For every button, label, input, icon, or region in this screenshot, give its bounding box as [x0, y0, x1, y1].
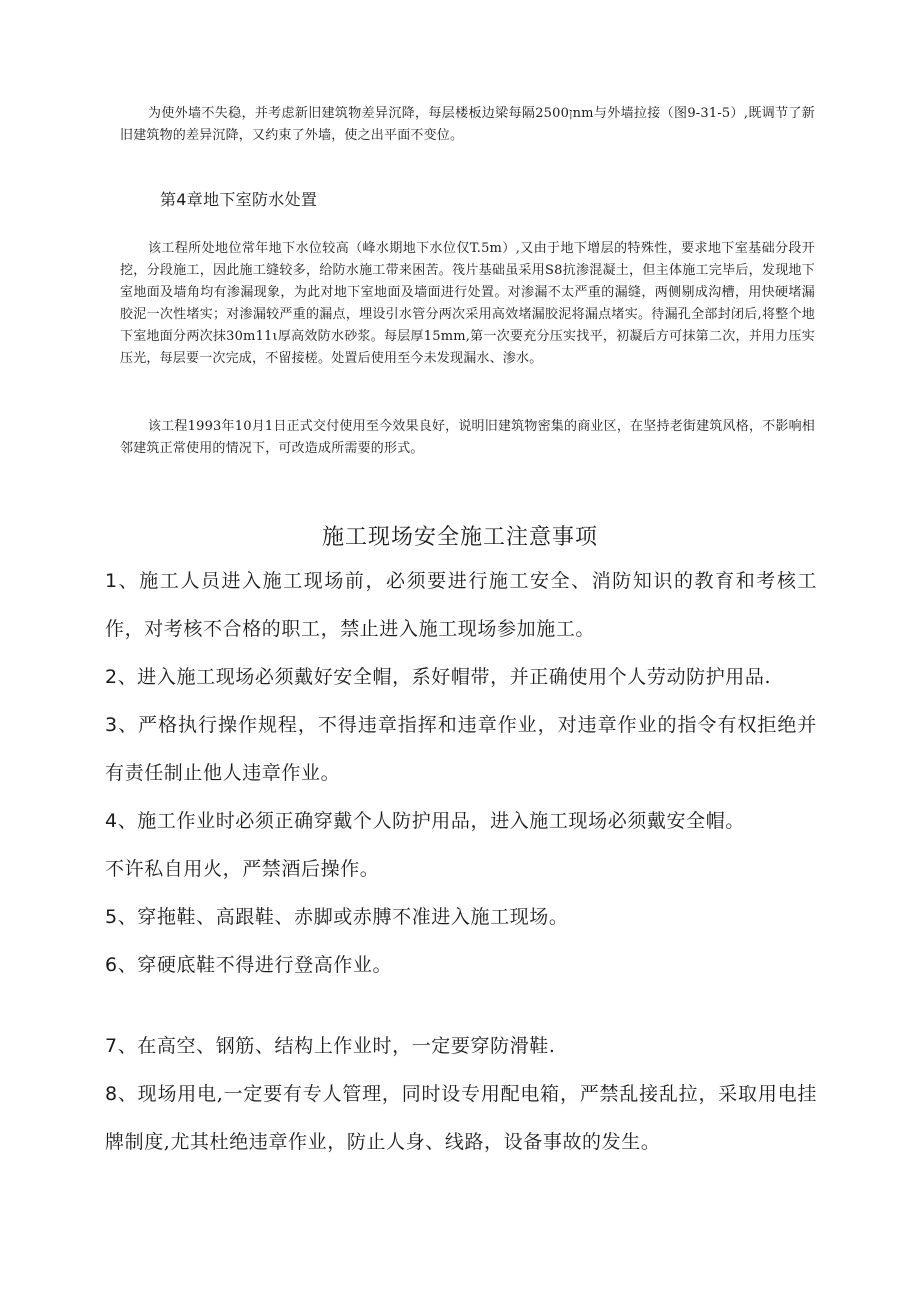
item-text: 、施工人员进入施工现场前，必须要进行施工安全、消防知识的教育和考核工作，对考核不合格的职工，禁止进入施工现场参加施工。 [105, 570, 817, 640]
safety-item-3 [105, 701, 817, 797]
safety-item-4-continued [105, 845, 817, 893]
safety-item-1 [105, 557, 817, 653]
item-number: 3 [105, 714, 118, 736]
safety-list [105, 557, 817, 989]
item-number: 7 [105, 1035, 118, 1057]
item-text: 、现场用电,一定要有专人管理，同时设专用配电箱，严禁乱接乱拉，采取用电挂牌制度,尤其杜绝违章作业，防止人身、线路，设备事故的发生。 [105, 1083, 817, 1153]
safety-item-2 [105, 653, 817, 701]
item-number: 2 [105, 666, 118, 688]
item-number: 5 [105, 906, 118, 928]
item-text: 不许私自用火，严禁酒后操作。 [105, 858, 380, 880]
item-text: 、穿硬底鞋不得进行登高作业。 [117, 954, 393, 976]
intro-paragraph: 为使外墙不失稳，并考虑新旧建筑物差异沉降，每层楼板边梁每隔2500ןnm与外墙拉接（图9-31-5）,既调节了新旧建筑物的差异沉降，又约束了外墙，使之出平面不变位。 [120, 106, 815, 143]
safety-item-6 [105, 941, 817, 989]
safety-item-8 [105, 1070, 817, 1166]
chapter-heading: 第4章地下室防水处置 [160, 190, 318, 209]
item-number: 4 [105, 810, 118, 832]
item-number: 8 [105, 1083, 118, 1105]
safety-item-4 [105, 797, 817, 845]
item-text: 、在高空、钢筋、结构上作业时，一定要穿防滑鞋. [117, 1035, 556, 1057]
item-number: 6 [105, 954, 118, 976]
safety-list-continued [105, 1022, 817, 1166]
delivery-paragraph: 该工程1993年10月1日正式交付使用至今效果良好，说明旧建筑物密集的商业区，在坚持老街建筑风格，不影响相邻建筑正常使用的情况下，可改造成所需要的形式。 [120, 419, 815, 456]
item-text: 、施工作业时必须正确穿戴个人防护用品，进入施工现场必须戴安全帽。 [117, 810, 745, 832]
item-number: 1 [105, 570, 118, 592]
item-text: 、进入施工现场必须戴好安全帽，系好帽带，并正确使用个人劳动防护用品. [117, 666, 772, 688]
item-text: 、严格执行操作规程，不得违章指挥和违章作业，对违章作业的指令有权拒绝并有责任制止他人违章作业。 [105, 714, 817, 784]
safety-title: 施工现场安全施工注意事项 [321, 525, 598, 550]
waterproof-paragraph: 该工程所处地位常年地下水位较高（峰水期地下水位仅T.5m）,又由于地下增层的特殊性，要求地下室基础分段开挖，分段施工，因此施工缝较多，给防水施工带来困苦。筏片基础虽采用S8抗渗混凝土，但主体施工完毕后，发现地下室地面及墙角均有渗漏现象，为此对地下室地面及墙面进行处置。对渗漏不太严重的漏缝，两侧剔成沟槽，用快硬堵漏胶泥一次性堵实；对渗漏较严重的漏点，埋设引水管分两次采用高效堵漏胶泥将漏点堵实。待漏孔全部封闭后,将整个地下室地面分两次抹30m11ι厚高效防水砂浆。每层厚15mm,第一次要充分压实找平，初凝后方可抹第二次，并用力压实压光，每层要一次完成，不留接槎。处置后使用至今未发现漏水、渗水。 [120, 241, 815, 366]
item-text: 、穿拖鞋、高跟鞋、赤脚或赤膊不准进入施工现场。 [117, 906, 569, 928]
safety-item-7 [105, 1022, 817, 1070]
safety-item-5 [105, 893, 817, 941]
